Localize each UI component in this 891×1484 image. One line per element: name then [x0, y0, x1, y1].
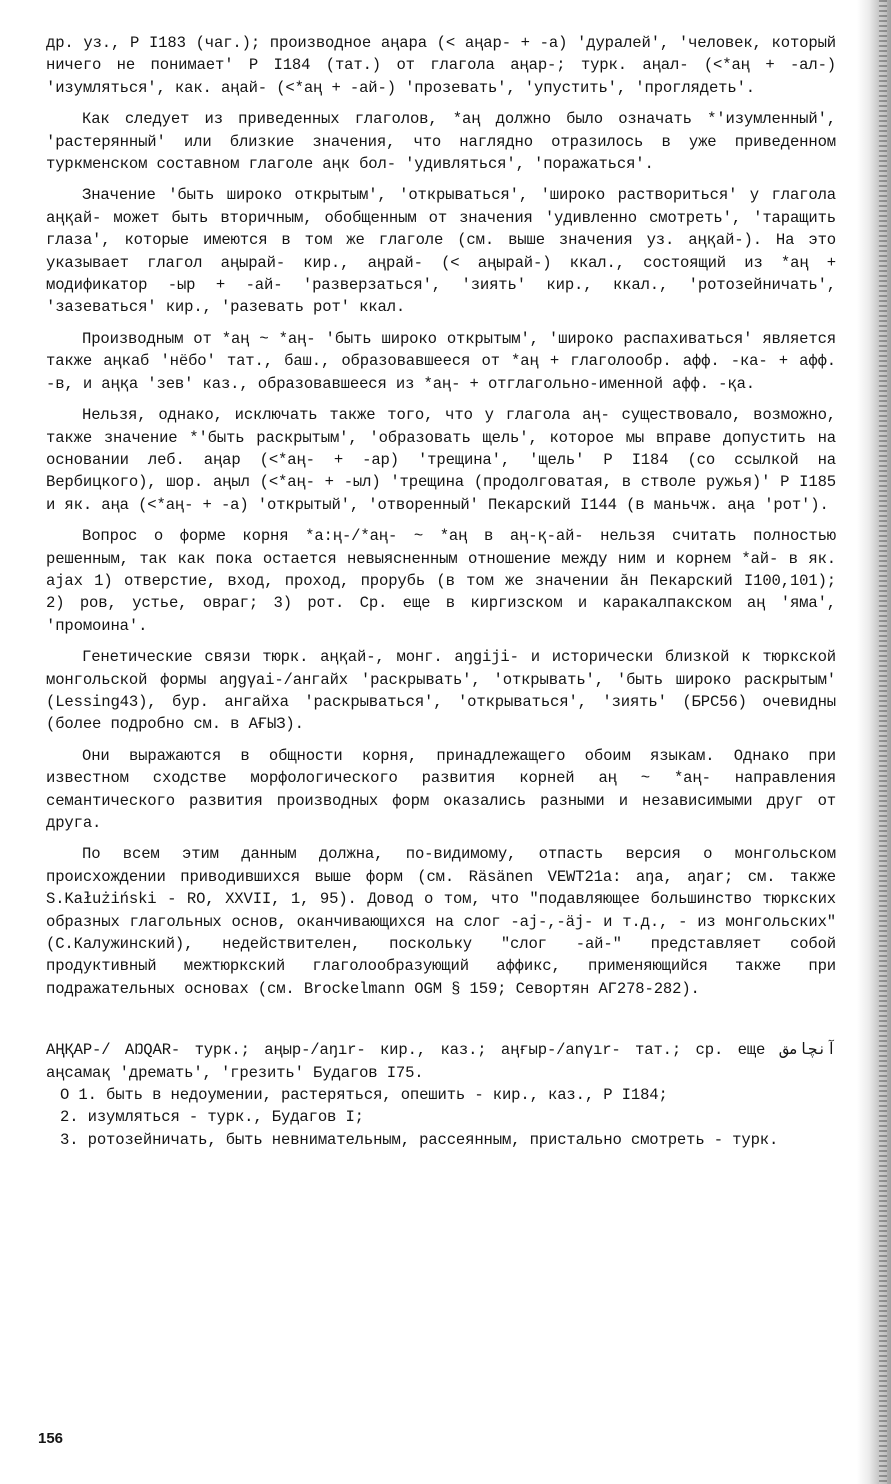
paragraph-mongolic-origin: По всем этим данным должна, по-видимому, отпасть версия о монгольском происхождении приводившихся выше форм (см. Räsänen VEWT21a: aŋa, aŋar; см. также S.Kałużiński - RO, XXVII, 1, 95). Довод о том, что "подавляющее большинство тюркских образных глагольных основ, оканчивающихся на слог -aj-,-äj- и т.д., - из монгольских" (С.Калужинский), недействителен, поскольку "слог -ай-" представляет собой продуктивный межтюркский глаголообразующий аффикс, применяющийся также при подражательных основах (см. Brockelmann OGM § 159; Севортян АГ278-282).	[46, 845, 836, 998]
dictionary-entry-headword: АҢҚАР-/ AŊQAR- турк.; аңыр-/aŋır- кир., каз.; аңғыр-/anγır- тат.; ср. еще آنچامق аңсамақ 'дремать', 'грезить' Будагов I75.	[46, 1041, 836, 1082]
paragraph-wide-open: Значение 'быть широко открытым', 'открываться', 'широко раствориться' у глагола аңқай- может быть вторичным, обобщенным от значения 'удивленно смотреть', 'таращить глаза', которые имеются в том же глаголе (см. выше значения уз. аңқай-). На это указывает глагол аңырай- кир., аңрай- (< аңырай-) ккал., состоящий из *аң + модификатор -ыр + -ай- 'разверзаться', 'зиять' кир., ккал., 'ротозейничать', 'зазеваться' кир., 'разевать рот' ккал.	[46, 186, 836, 317]
entry-sense: О 1. быть в недоумении, растеряться, опешить - кир., каз., Р I184;	[60, 1086, 668, 1105]
page-number: 156	[38, 1430, 64, 1447]
paragraph-meaning: Как следует из приведенных глаголов, *аң должно было означать *'изумленный', 'растерянный' или близкие значения, что наглядно отразилось в уже приведенном туркменском составном глаголе аңк бол- 'удивляться', 'поражаться'.	[46, 110, 836, 174]
paragraph-common-root: Они выражаются в общности корня, принадлежащего обоим языкам. Однако при известном сходстве морфологического развития корней аң ~ *аң- направления семантического развития производных форм оказались разными и независимыми друг от друга.	[46, 746, 836, 832]
paragraph-genetic-links: Генетические связи тюрк. аңқай-, монг. aŋgiji- и исторически близкой к тюркской монгольской формы aŋgγai-/ангайх 'раскрывать', 'открывать', 'быть широко раскрытым' (Lessing43), бур. ангайха 'раскрываться', 'открываться', 'зиять' (БРС56) очевидны (более подробно см. в АҒЫЗ).	[46, 648, 836, 734]
body-text	[46, 32, 836, 1151]
entry-sense: 2. изумляться - турк., Будагов I;	[60, 1108, 364, 1127]
scan-edge-strip	[879, 0, 887, 1484]
paragraph-derivatives: Производным от *аң ~ *аң- 'быть широко открытым', 'широко распахиваться' является также аңкаб 'нёбо' тат., баш., образовавшееся от *аң + глаголообр. афф. -ка- + афф. -в, и аңқа 'зев' каз., образовавшееся из *аң- + отглагольно-именной афф. -қа.	[46, 329, 836, 393]
entry-sense: 3. ротозейничать, быть невнимательным, рассеянным, пристально смотреть - турк.	[60, 1130, 779, 1149]
section-gap	[46, 1009, 836, 1039]
paragraph-root-form: Вопрос о форме корня *а:ң-/*аң- ~ *аң в аң-қ-ай- нельзя считать полностью решенным, так как пока остается невыясненным отношение между ним и корнем *ай- в як. аjах 1) отверстие, вход, проход, прорубь (в том же значении ӑн Пекарский I100,101); 2) ров, устье, овраг; 3) рот. Ср. еще в киргизском и каракалпакском аң 'яма', 'промоина'.	[46, 527, 836, 635]
paragraph-crack-meaning: Нельзя, однако, исключать также того, что у глагола аң- существовало, возможно, также значение *'быть раскрытым', 'образовать щель', которое мы вправе допустить на основании леб. аңар (<*аң- + -ар) 'трещина', 'щель' Р I184 (со ссылкой на Вербицкого), шор. аңыл (<*аң- + -ыл) 'трещина (продолговатая, в стволе ружья)' Р I185 и як. аңа (<*аң- + -а) 'открытый', 'отворенный' Пекарский I144 (в маньчж. аңа 'рот').	[46, 406, 836, 514]
paragraph-continuation: др. уз., Р I183 (чаг.); производное аңара (< аңар- + -а) 'дуралей', 'человек, который ничего не понимает' Р I184 (тат.) от глагола аңар-; турк. аңал- (<*аң + -ал-) 'изумляться', как. аңай- (<*аң + -ай-) 'прозевать', 'упустить', 'проглядеть'.	[46, 34, 836, 97]
